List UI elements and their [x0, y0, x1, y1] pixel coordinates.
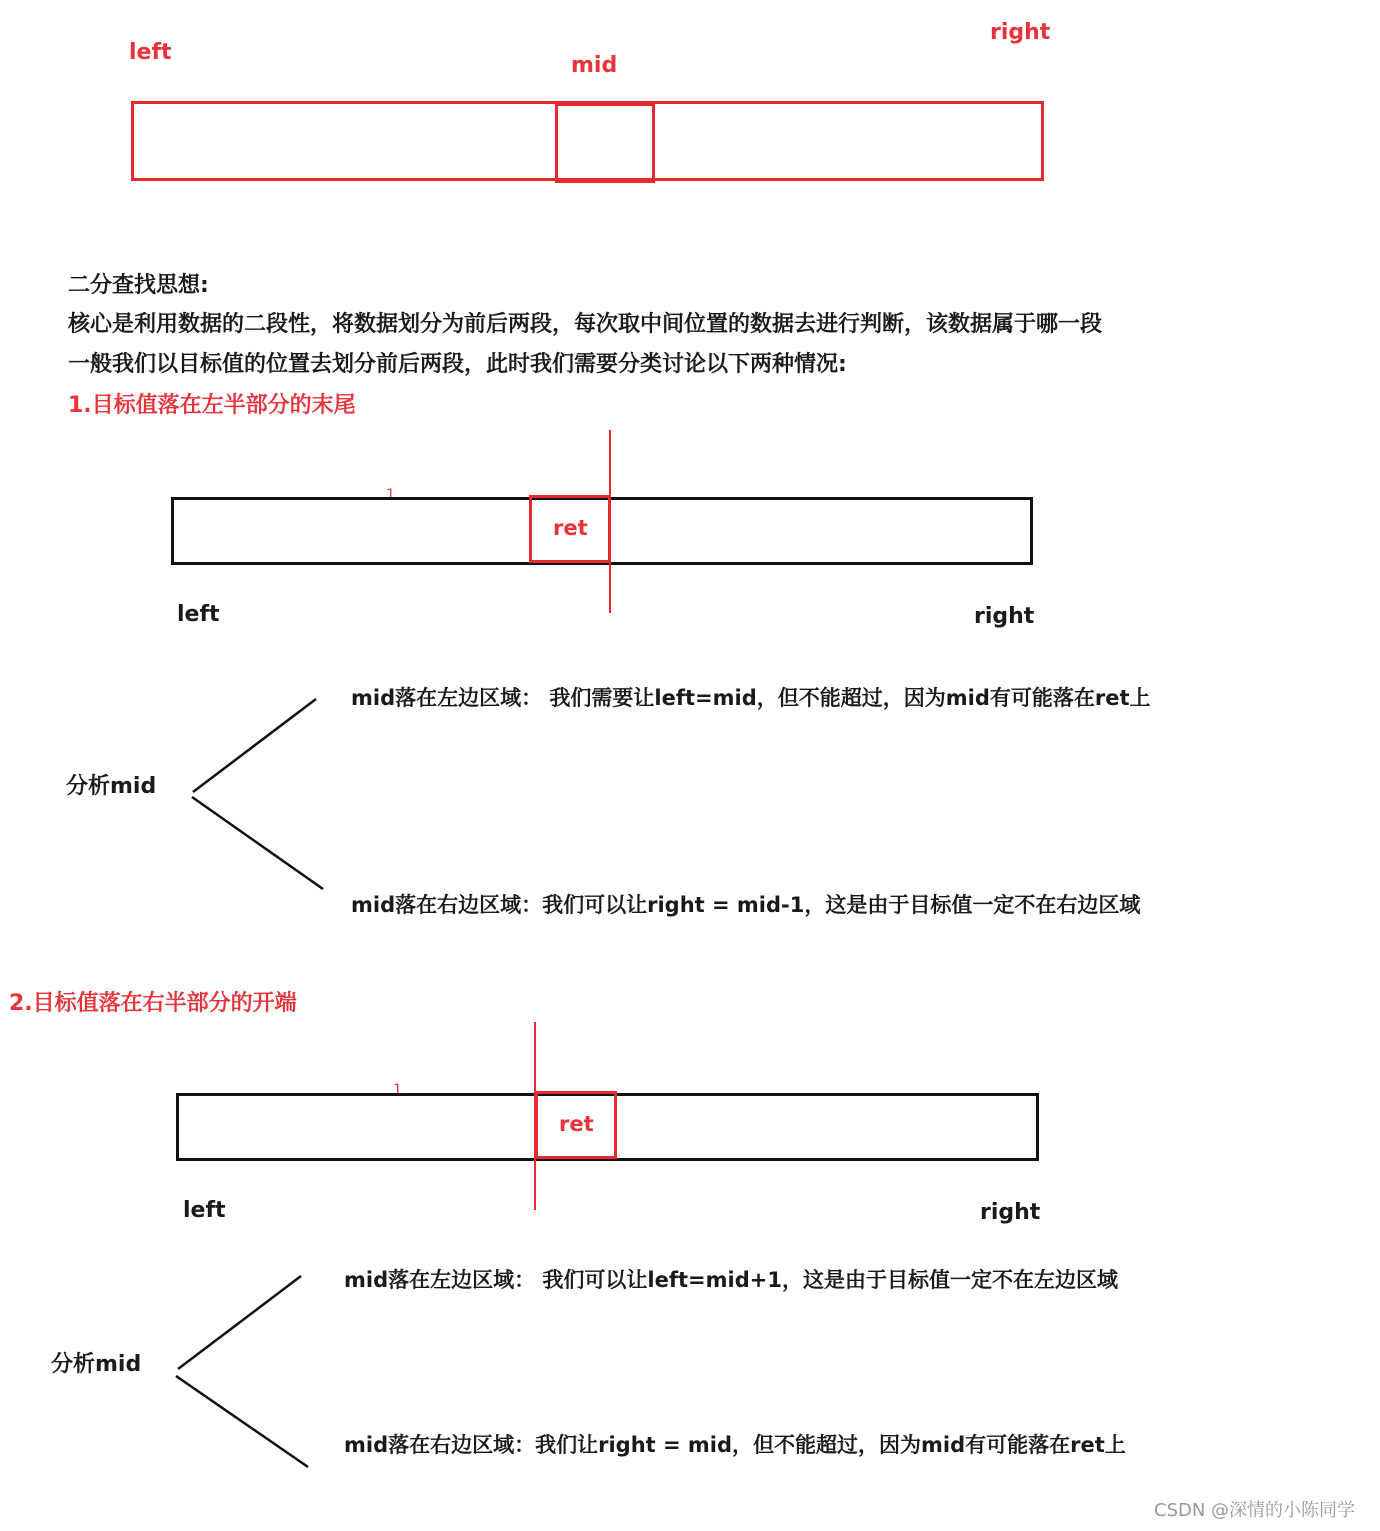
case2-branch-right-text: mid落在右边区域：我们让right = mid，但不能超过，因为mid有可能落在ret上: [344, 1433, 1126, 1457]
intro-line-1: 核心是利用数据的二段性，将数据划分为前后两段，每次取中间位置的数据去进行判断，该数据属于哪一段: [68, 312, 1103, 337]
case2-left-label: left: [183, 1198, 226, 1223]
top-right-label: right: [990, 20, 1051, 45]
case1-right-label: right: [974, 604, 1035, 629]
case1-analysis-label: 分析mid: [66, 774, 157, 799]
case1-branch-right-text: mid落在右边区域：我们可以让right = mid-1，这是由于目标值一定不在右边区域: [351, 893, 1141, 917]
case2-analysis-label: 分析mid: [51, 1352, 142, 1377]
case2-tick-mark: 1: [393, 1082, 402, 1098]
case2-branch-down-line: [176, 1376, 308, 1467]
case1-ret-label: ret: [553, 516, 588, 540]
case1-tick-mark: 1: [386, 487, 395, 503]
top-mid-label: mid: [571, 53, 618, 78]
case1-branch-left-text: mid落在左边区域： 我们需要让left=mid，但不能超过，因为mid有可能落在ret上: [351, 686, 1151, 710]
intro-line-2: 一般我们以目标值的位置去划分前后两段，此时我们需要分类讨论以下两种情况:: [68, 352, 847, 377]
case2-heading: 2.目标值落在右半部分的开端: [9, 991, 297, 1016]
top-left-label: left: [129, 40, 172, 65]
case2-branch-left-text: mid落在左边区域： 我们可以让left=mid+1，这是由于目标值一定不在左边区域: [344, 1268, 1118, 1292]
case1-branch-up-line: [193, 699, 316, 792]
case1-heading: 1.目标值落在左半部分的末尾: [68, 393, 356, 418]
case2-right-label: right: [980, 1200, 1041, 1225]
intro-title: 二分查找思想:: [68, 273, 209, 298]
csdn-watermark: CSDN @深情的小陈同学: [1154, 1500, 1356, 1521]
case2-ret-label: ret: [559, 1112, 594, 1136]
case1-left-label: left: [177, 602, 220, 627]
case1-branch-down-line: [192, 797, 323, 889]
case2-branch-up-line: [178, 1276, 301, 1369]
